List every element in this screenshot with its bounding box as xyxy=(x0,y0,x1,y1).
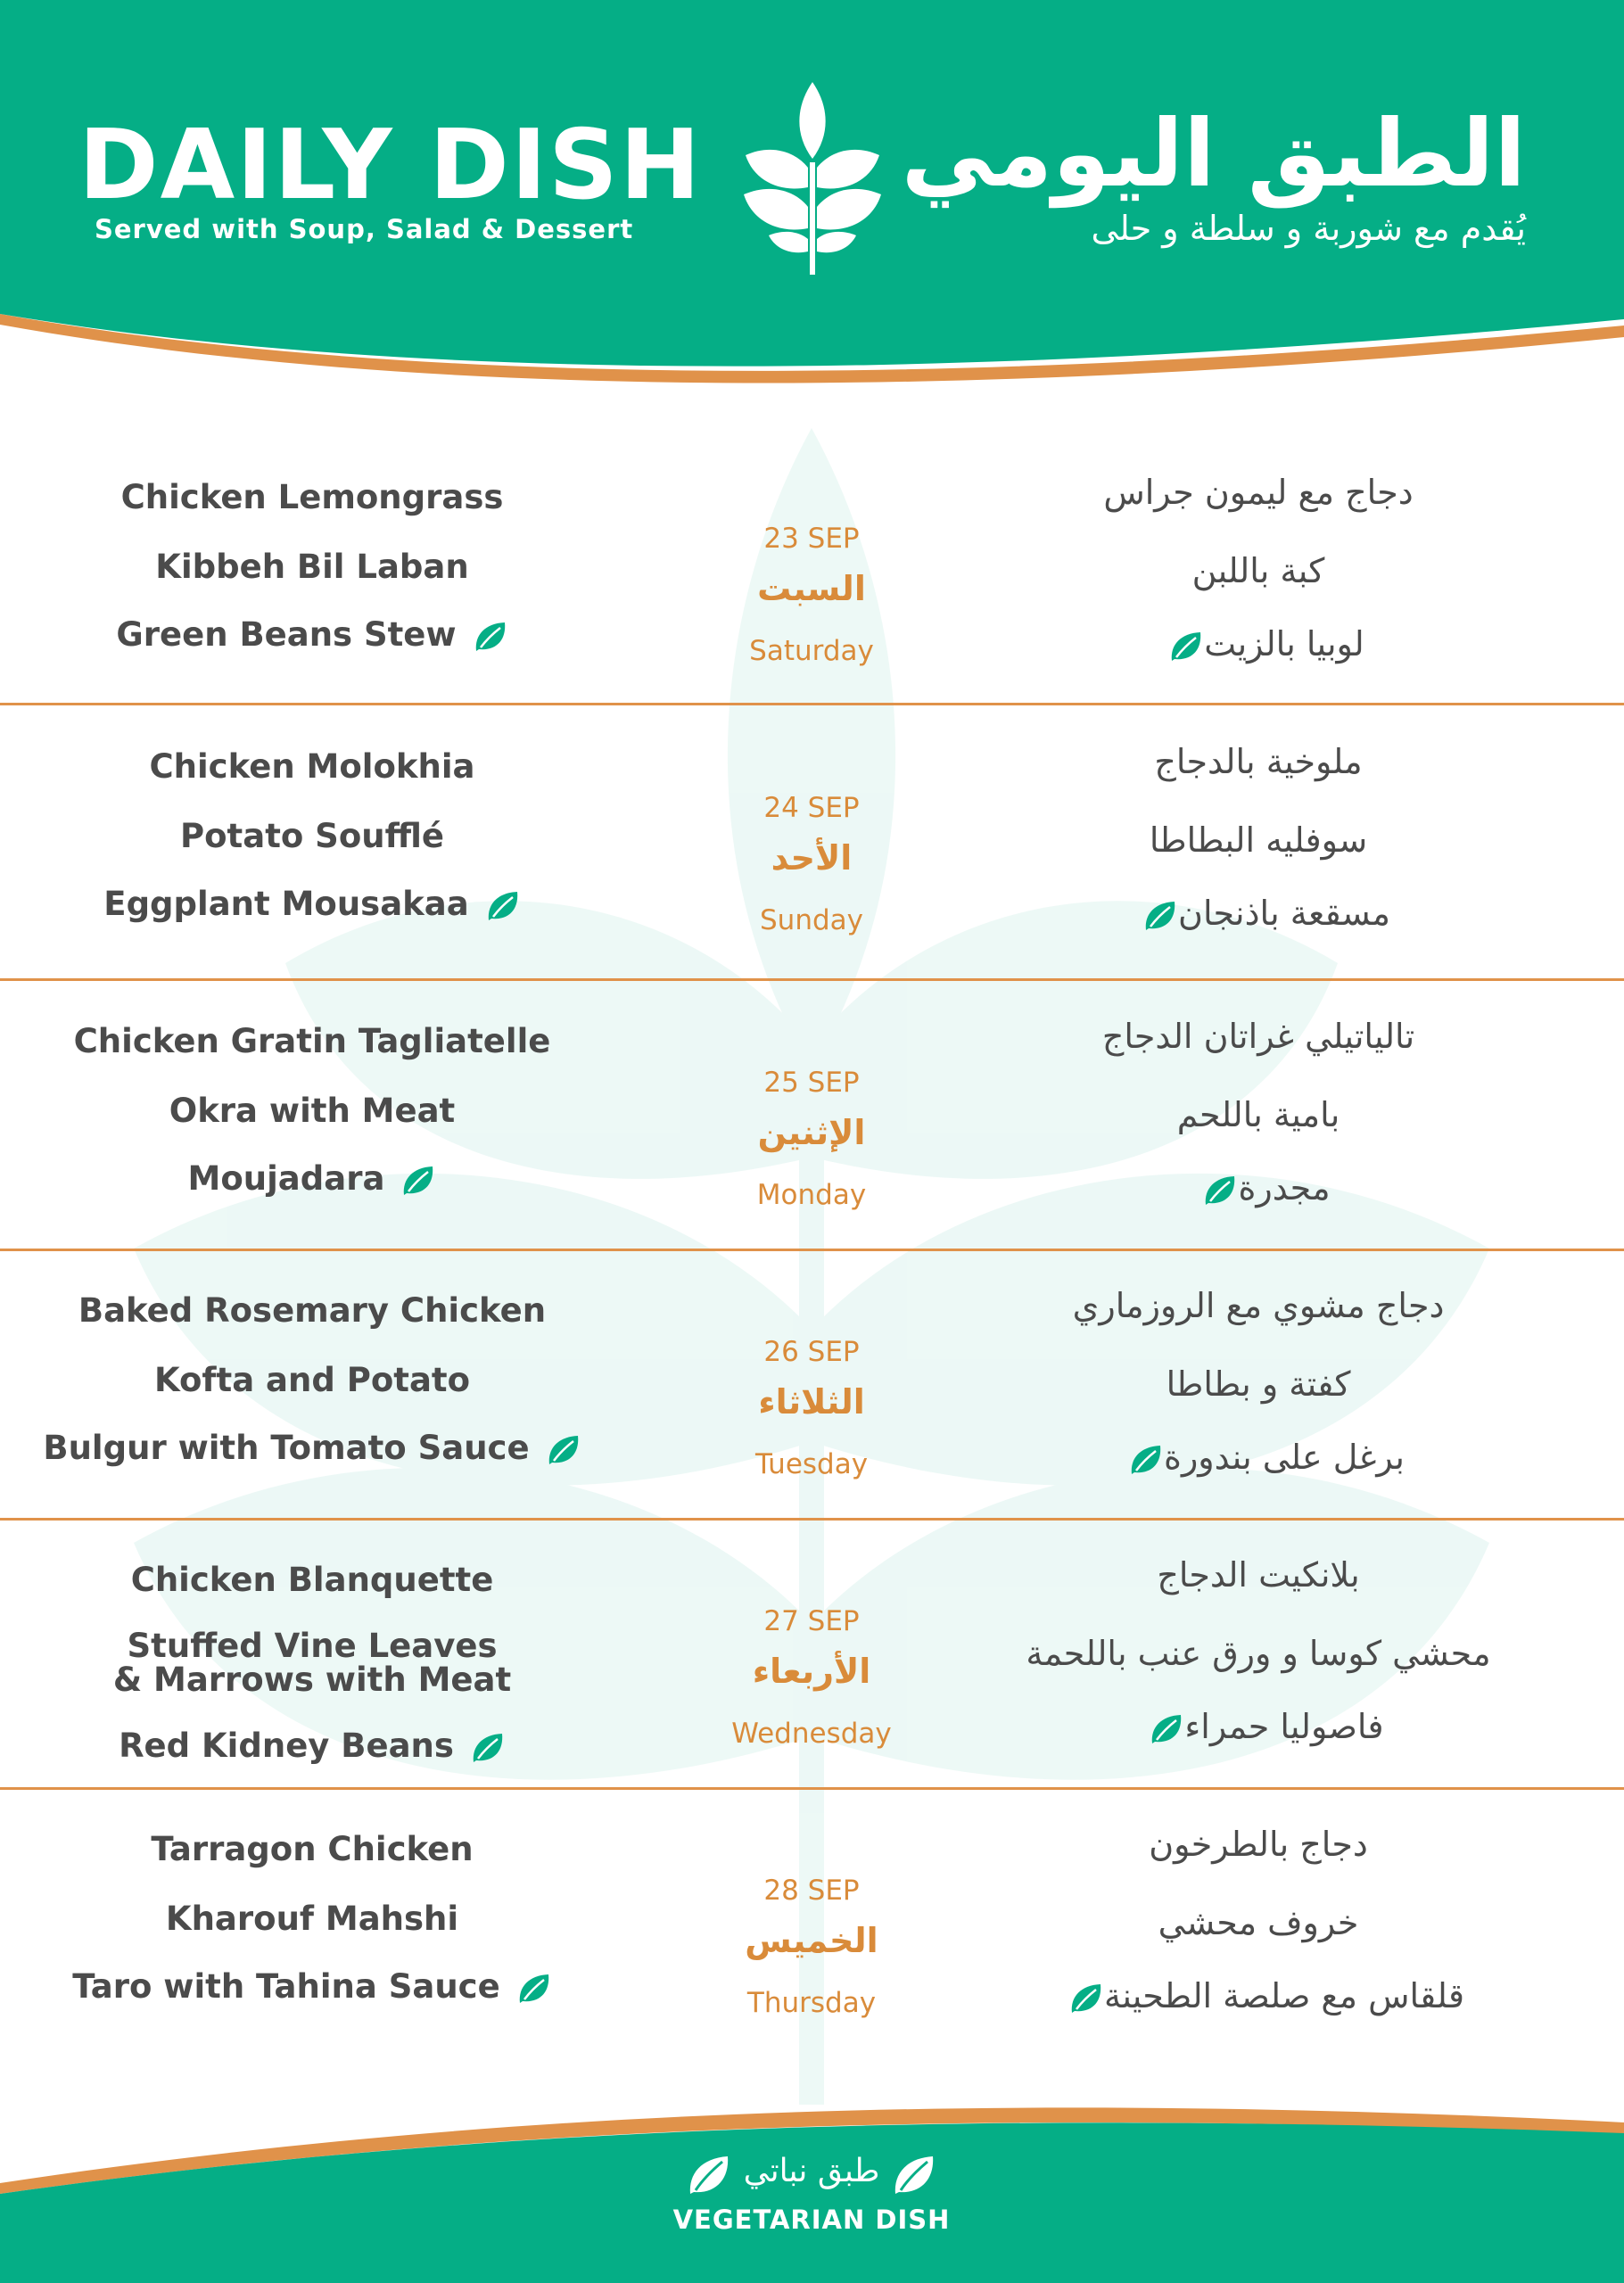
leaf-icon xyxy=(470,1730,506,1766)
dish-name-en xyxy=(36,1161,589,1199)
dish-text-en: Eggplant Mousakaa xyxy=(103,885,469,923)
leaf-icon xyxy=(1128,1442,1164,1478)
dish-text-en: Tarragon Chicken xyxy=(151,1830,474,1868)
dish-name-ar xyxy=(928,1288,1588,1323)
header-subtitle-en: Served with Soup, Salad & Dessert xyxy=(95,214,634,244)
footer-legend-ar: طبق نباتي xyxy=(743,2153,880,2189)
dishes-ar xyxy=(928,437,1588,701)
dish-text-en: Taro with Tahina Sauce xyxy=(72,1967,500,2006)
day-label xyxy=(678,1250,945,1514)
dish-text-ar: مسقعة باذنجان xyxy=(1178,894,1390,933)
day-name-en: Saturday xyxy=(749,635,874,667)
header-title-en: DAILY DISH xyxy=(78,110,703,221)
dish-name-en xyxy=(36,1093,589,1129)
dish-name-ar xyxy=(928,1978,1588,2016)
leaf-icon xyxy=(1149,1711,1184,1747)
dish-name-ar xyxy=(928,895,1588,934)
dish-text-en: Chicken Molokhia xyxy=(149,747,475,786)
dish-name-en xyxy=(36,1969,589,2007)
dish-text-en: Kofta and Potato xyxy=(153,1361,471,1399)
dish-text-ar: بلانكيت الدجاج xyxy=(1157,1555,1360,1595)
dish-text-en: Kharouf Mahshi xyxy=(165,1900,459,1938)
dishes-en xyxy=(36,437,589,701)
dish-text-en: & Marrows with Meat xyxy=(112,1661,512,1699)
dish-name-en xyxy=(36,1363,589,1398)
day-date: 28 SEP xyxy=(763,1875,860,1907)
day-date: 24 SEP xyxy=(763,792,860,824)
day-name-ar: الإثنين xyxy=(757,1113,866,1152)
dishes-en xyxy=(36,706,589,970)
day-row xyxy=(0,437,1624,701)
leaf-icon xyxy=(516,1971,552,2007)
dish-name-ar xyxy=(928,1366,1588,1402)
day-name-ar: الأربعاء xyxy=(752,1652,871,1691)
day-date: 26 SEP xyxy=(763,1336,860,1368)
day-label xyxy=(678,706,945,970)
dish-text-ar: كفتة و بطاطا xyxy=(1166,1364,1351,1404)
header-subtitle-ar: يُقدم مع شوربة و سلطة و حلى xyxy=(1091,209,1526,248)
dish-text-ar: دجاج بالطرخون xyxy=(1149,1825,1368,1864)
day-date: 27 SEP xyxy=(763,1605,860,1637)
dish-text-ar: قلقاس مع صلصة الطحينة xyxy=(1103,1976,1465,2015)
row-divider xyxy=(0,1787,1624,1790)
dish-text-ar: كبة باللبن xyxy=(1191,551,1325,590)
day-label xyxy=(678,1520,945,1784)
dish-text-en: Chicken Blanquette xyxy=(130,1561,494,1599)
dish-text-ar: بامية باللحم xyxy=(1176,1095,1340,1134)
dish-text-ar: فاصوليا حمراء xyxy=(1184,1707,1384,1746)
row-divider xyxy=(0,1249,1624,1251)
day-name-ar: السبت xyxy=(757,569,866,608)
dish-name-en xyxy=(36,1662,589,1698)
dish-text-ar: تالياتيلي غراتان الدجاج xyxy=(1101,1017,1415,1056)
row-divider xyxy=(0,703,1624,705)
day-name-en: Wednesday xyxy=(731,1718,892,1750)
day-date: 23 SEP xyxy=(763,523,860,555)
footer-legend-en: VEGETARIAN DISH xyxy=(672,2205,951,2235)
dishes-en xyxy=(36,1520,589,1784)
leaf-icon xyxy=(546,1432,581,1468)
dish-text-en: Baked Rosemary Chicken xyxy=(78,1291,547,1330)
leaf-icon xyxy=(485,888,521,924)
dish-name-ar xyxy=(928,744,1588,779)
dish-name-ar xyxy=(928,822,1588,858)
leaf-icon xyxy=(1068,1981,1104,2016)
dish-name-en xyxy=(36,1293,589,1329)
day-row xyxy=(0,981,1624,1245)
row-divider xyxy=(0,978,1624,981)
dish-text-ar: لوبيا بالزيت xyxy=(1204,624,1364,663)
dish-text-ar: مجدرة xyxy=(1238,1168,1331,1207)
dish-text-en: Okra with Meat xyxy=(169,1092,456,1130)
dish-text-ar: ملوخية بالدجاج xyxy=(1154,742,1363,781)
dish-text-en: Moujadara xyxy=(187,1159,385,1198)
dish-text-en: Red Kidney Beans xyxy=(119,1727,454,1765)
dish-name-ar xyxy=(928,1018,1588,1054)
day-row xyxy=(0,1520,1624,1784)
leaf-icon xyxy=(890,2151,938,2199)
dish-name-en xyxy=(36,549,589,585)
dish-text-en: Bulgur with Tomato Sauce xyxy=(43,1429,530,1467)
dish-name-en xyxy=(36,1430,589,1468)
dishes-en xyxy=(36,1250,589,1514)
dishes-en xyxy=(36,1789,589,2053)
dish-text-en: Kibbeh Bil Laban xyxy=(155,548,469,586)
dish-text-ar: خروف محشي xyxy=(1158,1903,1359,1942)
dishes-ar xyxy=(928,981,1588,1245)
dish-name-en xyxy=(36,1628,589,1664)
dish-text-ar: محشي كوسا و ورق عنب باللحمة xyxy=(1026,1634,1491,1673)
dish-text-ar: دجاج مشوي مع الروزماري xyxy=(1072,1286,1445,1325)
dish-name-ar xyxy=(928,1439,1588,1478)
leaf-icon xyxy=(1168,629,1204,664)
day-name-ar: الخميس xyxy=(745,1921,878,1960)
day-name-en: Sunday xyxy=(760,904,863,936)
dish-name-en xyxy=(36,1832,589,1867)
dish-text-ar: سوفليه البطاطا xyxy=(1149,820,1368,860)
dish-text-ar: برغل على بندورة xyxy=(1164,1438,1405,1477)
leaf-icon xyxy=(473,619,508,655)
dish-name-ar xyxy=(928,553,1588,589)
row-divider xyxy=(0,1518,1624,1521)
dish-name-en xyxy=(36,1024,589,1059)
dish-text-en: Stuffed Vine Leaves xyxy=(127,1627,498,1665)
day-name-ar: الثلاثاء xyxy=(758,1382,865,1422)
dish-name-ar xyxy=(928,626,1588,664)
dish-name-ar xyxy=(928,1097,1588,1133)
dish-name-en xyxy=(36,819,589,854)
day-row xyxy=(0,1789,1624,2053)
day-row xyxy=(0,1250,1624,1514)
dish-name-ar xyxy=(928,1636,1588,1671)
day-label xyxy=(678,981,945,1245)
dish-name-ar xyxy=(928,1709,1588,1747)
dish-name-ar xyxy=(928,1905,1588,1941)
day-name-en: Monday xyxy=(756,1179,867,1211)
dish-name-en xyxy=(36,749,589,785)
dish-text-en: Chicken Gratin Tagliatelle xyxy=(73,1022,551,1060)
dish-name-en xyxy=(36,886,589,924)
dish-name-en xyxy=(36,480,589,515)
dish-text-en: Chicken Lemongrass xyxy=(120,478,504,516)
day-label xyxy=(678,437,945,701)
day-name-en: Thursday xyxy=(746,1987,877,2019)
wheat-icon xyxy=(738,82,886,275)
dish-name-en xyxy=(36,1728,589,1766)
footer-band xyxy=(0,2105,1624,2283)
dish-name-ar xyxy=(928,1826,1588,1862)
dish-name-en xyxy=(36,1901,589,1937)
dish-text-ar: دجاج مع ليمون جراس xyxy=(1103,473,1414,512)
dishes-ar xyxy=(928,1789,1588,2053)
dishes-ar xyxy=(928,706,1588,970)
day-label xyxy=(678,1789,945,2053)
dish-name-ar xyxy=(928,474,1588,510)
leaf-icon xyxy=(1202,1173,1238,1208)
dish-text-en: Potato Soufflé xyxy=(180,817,444,855)
day-name-ar: الأحد xyxy=(771,838,853,878)
dish-name-en xyxy=(36,1562,589,1598)
header-title-ar: الطبق اليومي xyxy=(901,99,1526,208)
dish-name-en xyxy=(36,617,589,655)
leaf-icon xyxy=(1142,898,1178,934)
dish-name-ar xyxy=(928,1170,1588,1208)
dishes-ar xyxy=(928,1250,1588,1514)
dishes-en xyxy=(36,981,589,1245)
day-date: 25 SEP xyxy=(763,1067,860,1099)
dishes-ar xyxy=(928,1520,1588,1784)
dish-name-ar xyxy=(928,1557,1588,1593)
leaf-icon xyxy=(400,1163,436,1199)
dish-text-en: Green Beans Stew xyxy=(116,615,457,654)
day-row xyxy=(0,706,1624,970)
day-name-en: Tuesday xyxy=(754,1448,869,1480)
